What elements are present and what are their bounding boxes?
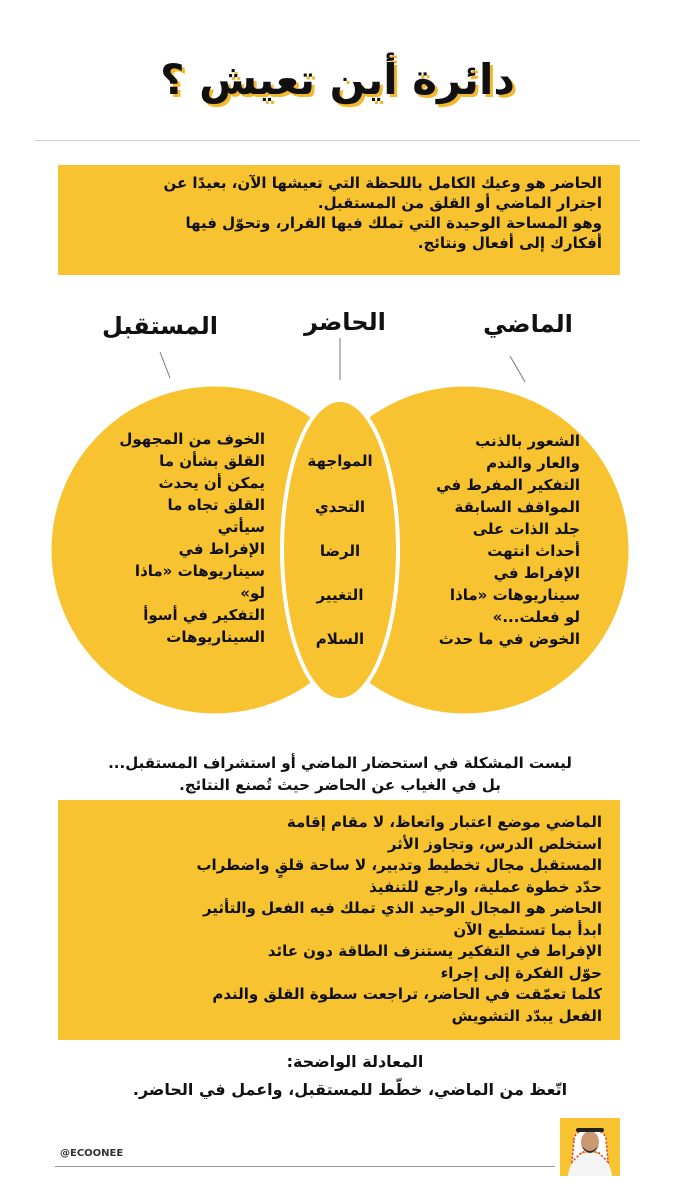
future-item: الخوف من المجهول bbox=[119, 430, 265, 448]
intro-line: أفكارك إلى أفعال ونتائج. bbox=[417, 234, 602, 252]
intro-line: وهو المساحة الوحيدة التي تملك فيها القرار، وتحوّل فيها bbox=[185, 214, 602, 232]
advice-line: الإفراط في التفكير يستنزف الطاقة دون عائد bbox=[267, 942, 602, 960]
footer-divider bbox=[55, 1166, 555, 1167]
advice-line: كلما تعمّقت في الحاضر، تراجعت سطوة القلق والندم bbox=[212, 985, 602, 1003]
closing-line: ليست المشكلة في استحضار الماضي أو استشراف المستقبل... bbox=[108, 754, 572, 772]
past-item: جلد الذات على bbox=[472, 520, 580, 538]
future-item: لو» bbox=[240, 584, 265, 602]
intro-text bbox=[58, 165, 620, 253]
future-item: يمكن أن يحدث bbox=[158, 474, 265, 492]
advice-line: استخلص الدرس، وتجاوز الأثر bbox=[387, 834, 602, 853]
present-item: التحدي bbox=[314, 498, 366, 516]
present-item: التغيير bbox=[316, 586, 364, 604]
closing-line: بل في الغياب عن الحاضر حيث تُصنع النتائج. bbox=[179, 776, 501, 794]
intro-line: الحاضر هو وعيك الكامل باللحظة التي تعيشها الآن، بعيدًا عن bbox=[163, 174, 602, 192]
advice-list bbox=[58, 800, 620, 1027]
account-handle: @ECOONEE bbox=[60, 1148, 124, 1159]
intro-line: اجترار الماضي أو القلق من المستقبل. bbox=[317, 194, 602, 212]
closing-statement bbox=[90, 752, 590, 796]
intro-box bbox=[58, 165, 620, 275]
past-item: التفكير المفرط في bbox=[436, 476, 580, 494]
avatar bbox=[560, 1118, 620, 1176]
page-title: دائرة أين تعيش ؟ bbox=[160, 55, 515, 104]
person-icon bbox=[560, 1118, 620, 1176]
past-item: الإفراط في bbox=[493, 564, 580, 582]
label-future: المستقبل bbox=[101, 312, 219, 340]
divider bbox=[35, 140, 640, 141]
past-item: والعار والندم bbox=[486, 454, 580, 472]
past-item: سيناريوهات «ماذا bbox=[449, 586, 580, 604]
advice-line: حوّل الفكرة إلى إجراء bbox=[440, 963, 602, 982]
equation-text: اتّعظ من الماضي، خطّط للمستقبل، واعمل في الحاضر. bbox=[132, 1080, 568, 1099]
advice-line: ابدأ بما تستطيع الآن bbox=[453, 920, 602, 939]
future-item: الإفراط في bbox=[178, 540, 265, 558]
past-items bbox=[430, 430, 580, 650]
past-item: لو فعلت...» bbox=[492, 608, 580, 626]
past-item: أحداث انتهت bbox=[487, 542, 580, 560]
advice-line: الحاضر هو المجال الوحيد الذي تملك فيه الفعل والتأثير bbox=[202, 899, 602, 917]
advice-line: المستقبل مجال تخطيط وتدبير، لا ساحة قلقٍ واضطراب bbox=[196, 856, 602, 874]
future-item: القلق تجاه ما bbox=[167, 496, 265, 514]
present-item: الرضا bbox=[319, 542, 361, 560]
future-item: سيأتي bbox=[217, 518, 265, 536]
future-item: السيناريوهات bbox=[166, 628, 265, 646]
future-pointer bbox=[160, 352, 170, 378]
advice-box bbox=[58, 800, 620, 1040]
future-item: التفكير في أسوأ bbox=[143, 606, 265, 624]
advice-line: الفعل يبدّد التشويش bbox=[451, 1006, 602, 1025]
past-item: الشعور بالذنب bbox=[475, 432, 580, 450]
future-items bbox=[95, 428, 265, 648]
future-item: القلق بشأن ما bbox=[159, 452, 265, 470]
past-item: المواقف السابقة bbox=[454, 498, 580, 516]
future-item: سيناريوهات «ماذا bbox=[134, 562, 265, 580]
past-item: الخوض في ما حدث bbox=[438, 630, 580, 648]
label-past: الماضي bbox=[483, 310, 573, 338]
present-item: المواجهة bbox=[307, 452, 373, 470]
equation-title: المعادلة الواضحة: bbox=[286, 1052, 424, 1071]
advice-line: حدّد خطوة عملية، وارجع للتنفيذ bbox=[369, 877, 602, 896]
label-present: الحاضر bbox=[304, 308, 386, 336]
past-pointer bbox=[510, 356, 525, 382]
advice-line: الماضي موضع اعتبار واتعاظ، لا مقام إقامة bbox=[286, 813, 602, 831]
present-item: السلام bbox=[315, 630, 365, 648]
